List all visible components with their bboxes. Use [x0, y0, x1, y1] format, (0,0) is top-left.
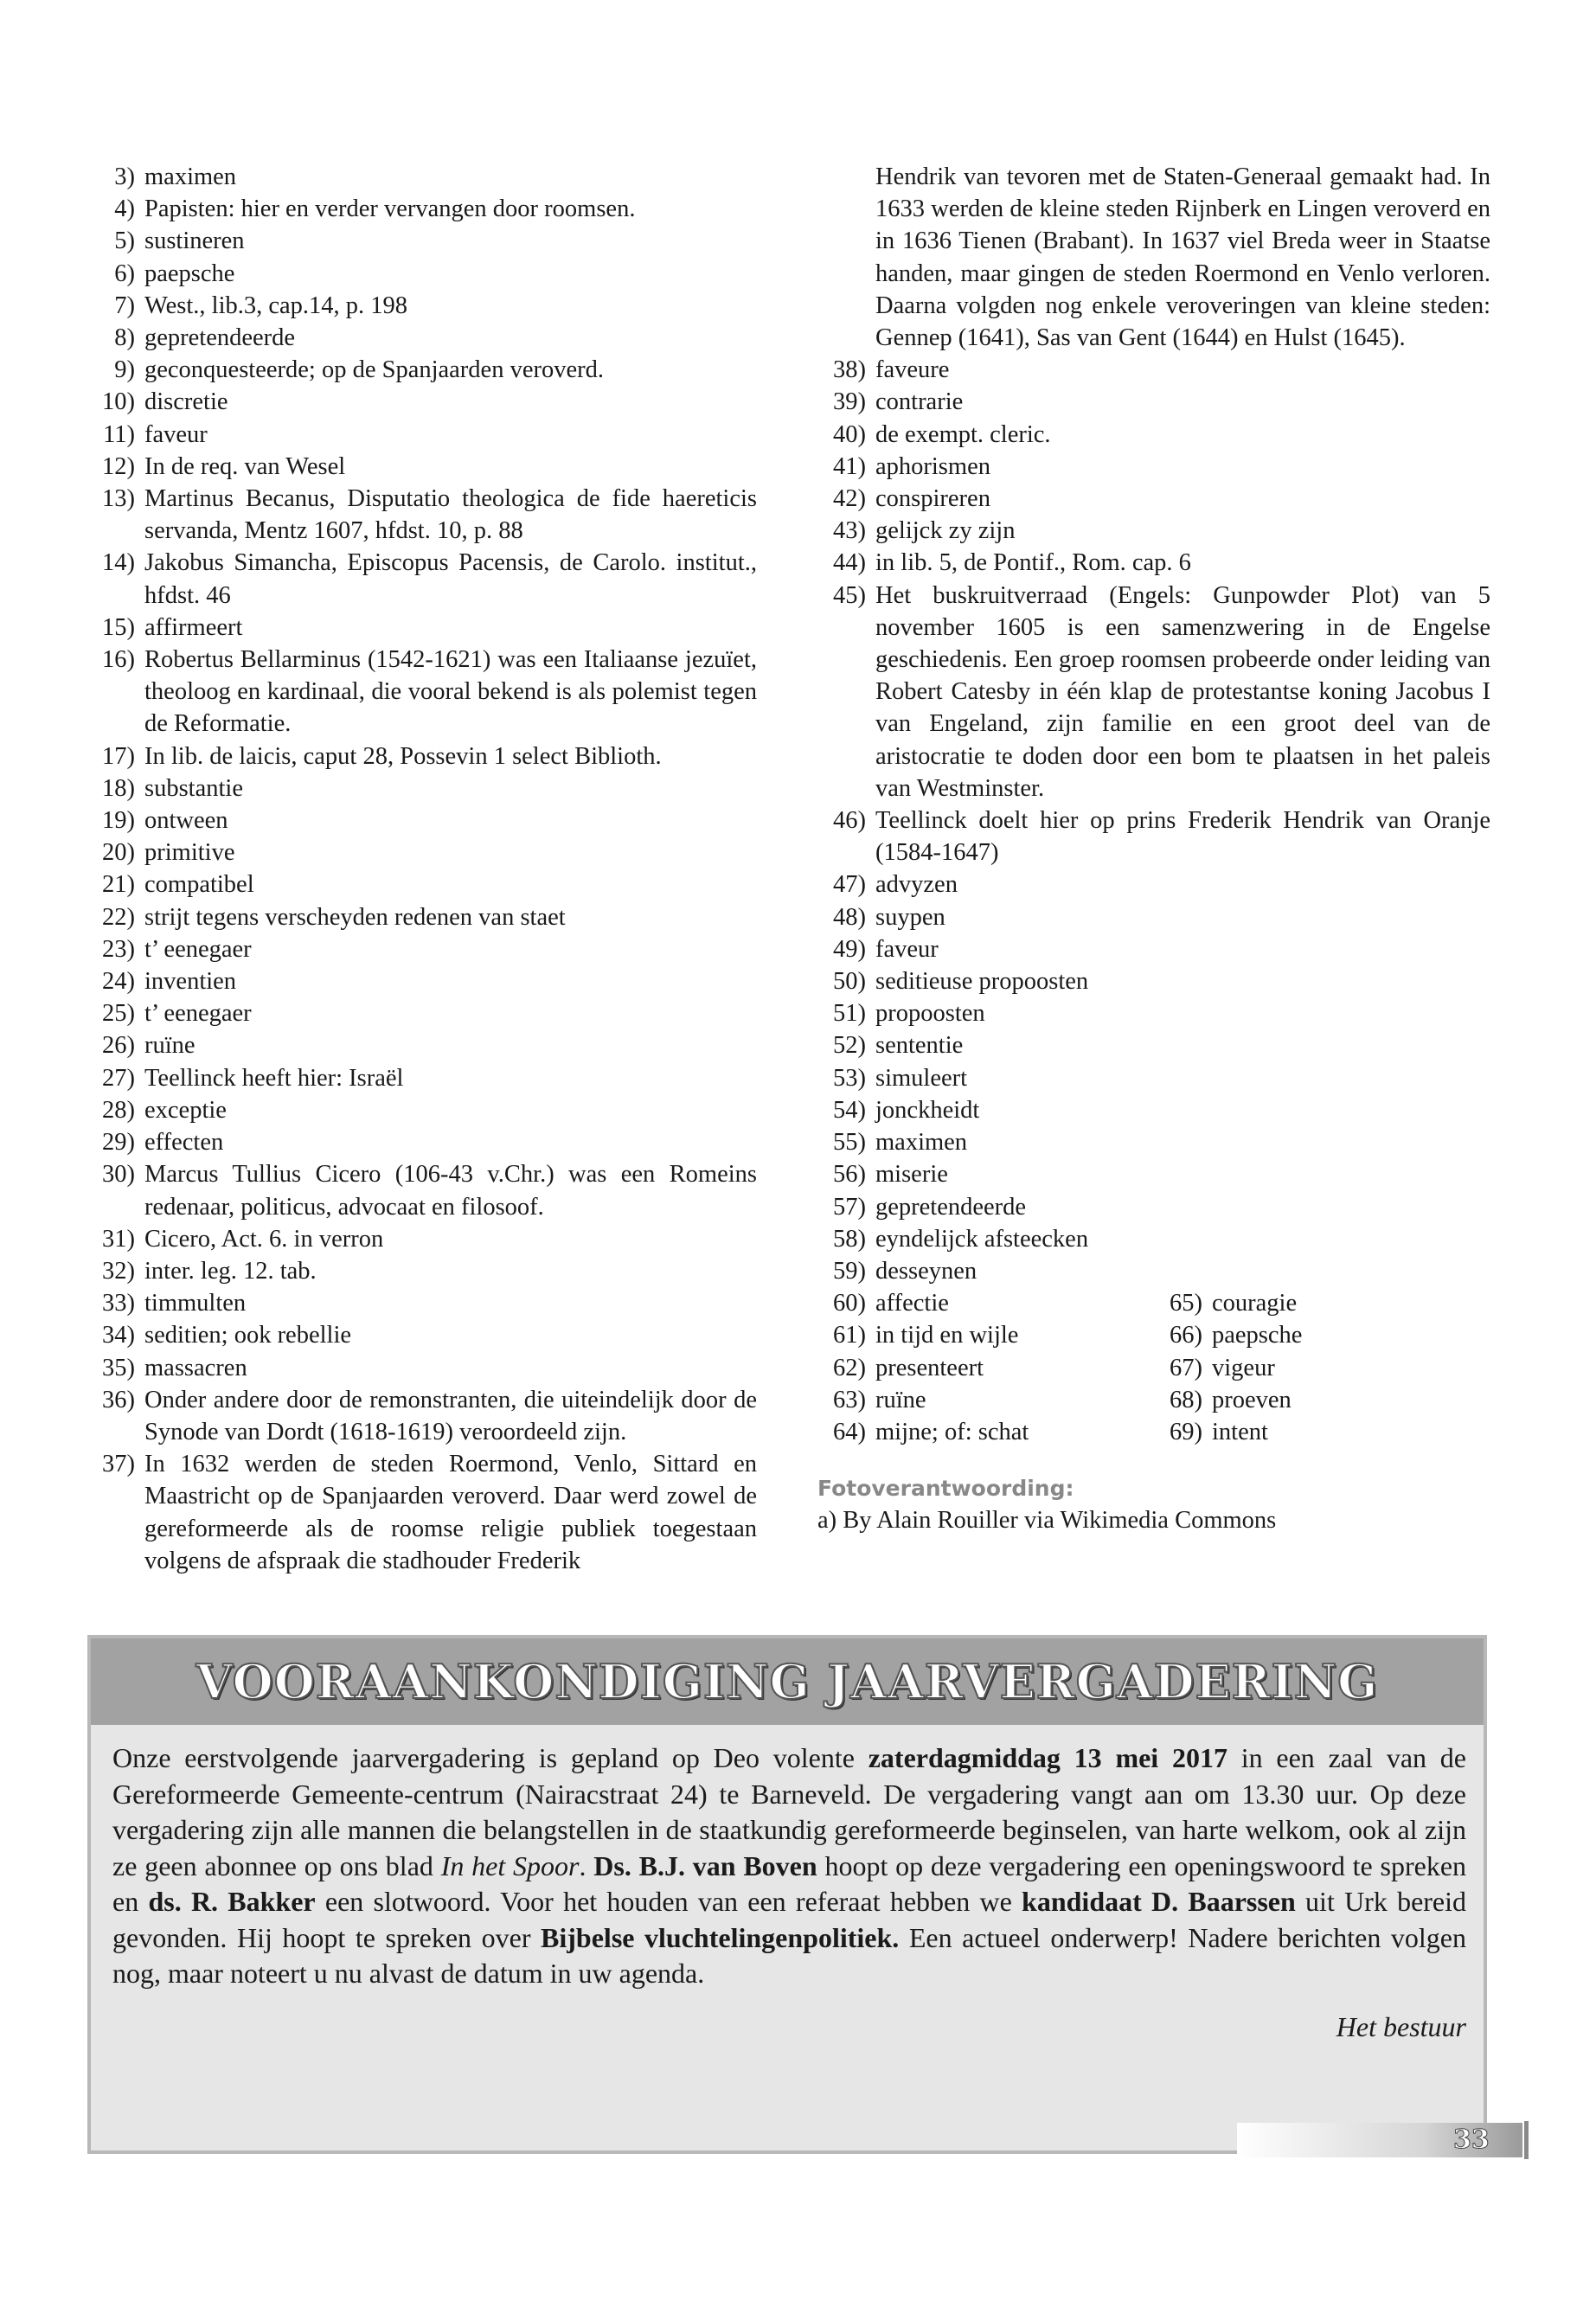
footnote: 3) maximen [114, 163, 237, 190]
footnote: 53) simuleert [833, 1064, 968, 1092]
footnote: 21) compatibel [102, 871, 254, 899]
footnote: 41) aphorismen [833, 452, 990, 480]
footnote: 69) intent [1170, 1418, 1268, 1445]
footnote: 40) de exempt. cleric. [833, 420, 1051, 448]
announcement-text: een slotwoord. Voor het houden van een referaat hebben we [315, 1886, 1022, 1917]
footnote: 65) couragie [1170, 1290, 1298, 1317]
speaker-name: kandidaat D. Baarssen [1022, 1886, 1296, 1917]
footnote: 37) In 1632 werden de steden Roermond, Venlo, Sittard en Maastricht op de Spanjaarden veroverd. Daar werd zowel de gereformeerde als de roomse religie publiek toegestaan volgens de afspraak die stadhouder Frederik [102, 1451, 757, 1574]
meeting-date: zaterdagmiddag 13 mei 2017 [868, 1742, 1227, 1773]
footnote: 63) ruïne [833, 1386, 926, 1413]
footnote: 35) massacren [102, 1354, 247, 1381]
footnote: 30) Marcus Tullius Cicero (106-43 v.Chr.) was een Romeins redenaar, politicus, advocaat en filosoof. [102, 1161, 757, 1221]
footnote: 54) jonckheidt [833, 1096, 980, 1124]
speaker-name: Ds. B.J. van Boven [593, 1849, 817, 1881]
footnote: 18) substantie [102, 774, 243, 802]
footnote: 58) eyndelijck afsteecken [833, 1225, 1089, 1253]
footnote: 52) sententie [833, 1032, 964, 1060]
footnote: 33) timmulten [102, 1290, 247, 1317]
footnote: 31) Cicero, Act. 6. in verron [102, 1225, 384, 1253]
footnote: 32) inter. leg. 12. tab. [102, 1257, 317, 1285]
footnote: 14) Jakobus Simancha, Episcopus Pacensis, de Carolo. institut., hfdst. 46 [102, 549, 757, 609]
footnote: 17) In lib. de laicis, caput 28, Possevin 1 select Biblioth. [102, 742, 662, 770]
announcement-header [91, 1638, 1484, 1725]
footnote: 46) Teellinck doelt hier op prins Frederik Hendrik van Oranje (1584-1647) [833, 807, 1490, 867]
footnote: 67) vigeur [1170, 1354, 1275, 1381]
announcement-signature: Het bestuur [1336, 2010, 1466, 2042]
announcement-text: Een actueel onderwerp! Nadere berichten volgen nog, maar noteert u nu alvast de datum in uw agenda. [112, 1921, 1466, 1989]
footnote: 13) Martinus Becanus, Disputatio theologica de fide haereticis servanda, Mentz 1607, hfdst. 10, p. 88 [102, 485, 757, 545]
footnotes-subcolumn-left [817, 1287, 1154, 1448]
lecture-topic: Bijbelse vluchtelingenpolitiek. [541, 1921, 900, 1953]
footnote: 16) Robertus Bellarminus (1542-1621) was een Italiaanse jezuïet, theoloog en kardinaal, die vooral bekend is als polemist tegen de Reformatie. [102, 646, 757, 738]
footnote: 64) mijne; of: schat [833, 1418, 1029, 1445]
footnote: 6) paepsche [114, 260, 235, 287]
footnote: 48) suypen [833, 903, 945, 931]
footnotes-two-column-block [817, 1287, 1490, 1448]
footnote: 66) paepsche [1170, 1322, 1303, 1349]
footnote: 4) Papisten: hier en verder vervangen door roomsen. [114, 195, 636, 223]
footnotes-right-column [817, 161, 1490, 1537]
footnote: 57) gepretendeerde [833, 1193, 1027, 1221]
announcement-text: hoopt op deze vergadering een openingswoord te spreken en [112, 1849, 1467, 1917]
footnote: 34) seditien; ook rebellie [102, 1322, 352, 1349]
footnote: 11) faveur [103, 420, 208, 448]
footnote: 25) t’ eenegaer [102, 1000, 252, 1028]
footnote-continuation: Hendrik van tevoren met de Staten-Generaal gemaakt had. In 1633 werden de kleine steden Rijnberk en Lingen veroverd en in 1636 Tienen (Brabant). In 1637 viel Breda weer in Staatse handen, maar gingen de steden Roermond en Venlo verloren. Daarna volgden nog enkele veroveringen van kleine steden: Gennep (1641), Sas van Gent (1644) en Hulst (1645). [875, 163, 1490, 352]
photo-credit-text: a) By Alain Rouiller via Wikimedia Commons [817, 1507, 1277, 1535]
footnote: 55) maximen [833, 1129, 968, 1157]
footnote: 49) faveur [833, 935, 939, 963]
footnote: 50) seditieuse propoosten [833, 968, 1089, 996]
footnote: 45) Het buskruitverraad (Engels: Gunpowder Plot) van 5 november 1605 is een samenzwering in de Engelse geschiedenis. Een groep roomsen probeerde onder leiding van Robert Catesby in één klap de protestantse koning Jacobus I van Engeland, zijn familie en een groot deel van de aristocratie te doden door een bom te plaatsen in het paleis van Westminster. [833, 581, 1490, 802]
footnote: 68) proeven [1170, 1386, 1292, 1413]
announcement-text: uit Urk bereid gevonden. Hij hoopt te spreken over [112, 1886, 1467, 1953]
page-edge-marker [1524, 2121, 1529, 2159]
footnote: 47) advyzen [833, 871, 958, 899]
footnote: 61) in tijd en wijle [833, 1322, 1019, 1349]
footnote: 44) in lib. 5, de Pontif., Rom. cap. 6 [833, 549, 1191, 577]
footnote: 24) inventien [102, 968, 237, 996]
footnote: 26) ruïne [102, 1032, 195, 1060]
footnote: 20) primitive [102, 839, 235, 867]
footnotes-subcolumn-right [1154, 1287, 1490, 1448]
footnote: 36) Onder andere door de remonstranten, die uiteindelijk door de Synode van Dordt (1618-1619) veroordeeld zijn. [102, 1386, 757, 1445]
footnote: 15) affirmeert [102, 613, 243, 641]
footnote: 10) discretie [102, 388, 228, 416]
footnote: 7) West., lib.3, cap.14, p. 198 [114, 292, 408, 319]
footnote: 39) contrarie [833, 388, 964, 416]
photo-credit-heading: Fotoverantwoording: [817, 1476, 1074, 1502]
footnote: 62) presenteert [833, 1354, 984, 1381]
footnotes-left-column [87, 161, 757, 1577]
footnote: 29) effecten [102, 1129, 224, 1157]
announcement-text: . [579, 1849, 594, 1881]
footnote: 43) gelijck zy zijn [833, 517, 1016, 545]
footnote: 5) sustineren [114, 228, 245, 255]
announcement-text: Onze eerstvolgende jaarvergadering is gepland op Deo volente [112, 1742, 869, 1773]
announcement-text: in een zaal van de Gereformeerde Gemeente-centrum (Nairacstraat 24) te Barneveld. De vergadering vangt aan om 13.30 uur. Op deze vergadering zijn alle mannen die belangstellen in de staatkundig gereformeerde beginselen, van harte welkom, ook al zijn ze geen abonnee op ons blad [112, 1742, 1467, 1881]
magazine-title: In het Spoor [440, 1849, 580, 1881]
footnote: 27) Teellinck heeft hier: Israël [102, 1064, 404, 1092]
announcement-box [87, 1635, 1487, 2154]
footnote: 22) strijt tegens verscheyden redenen van staet [102, 903, 566, 931]
footnote: 19) ontween [102, 807, 228, 835]
footnote: 8) gepretendeerde [114, 324, 296, 352]
footnote: 60) affectie [833, 1290, 949, 1317]
footnote: 51) propoosten [833, 1000, 985, 1028]
footnote: 9) geconquesteerde; op de Spanjaarden veroverd. [114, 356, 604, 384]
announcement-title: VOORAANKONDIGING JAARVERGADERING [195, 1654, 1379, 1709]
footnote: 28) exceptie [102, 1096, 227, 1124]
announcement-body [91, 1725, 1484, 2045]
footnote: 38) faveure [833, 356, 950, 384]
speaker-name: ds. R. Bakker [148, 1886, 316, 1917]
footnote: 59) desseynen [833, 1257, 977, 1285]
footnote: 56) miserie [833, 1161, 948, 1189]
footnote: 42) conspireren [833, 485, 990, 513]
footnote: 12) In de req. van Wesel [102, 452, 346, 480]
page-number: 33 [1453, 2125, 1490, 2155]
footnote: 23) t’ eenegaer [102, 935, 252, 963]
